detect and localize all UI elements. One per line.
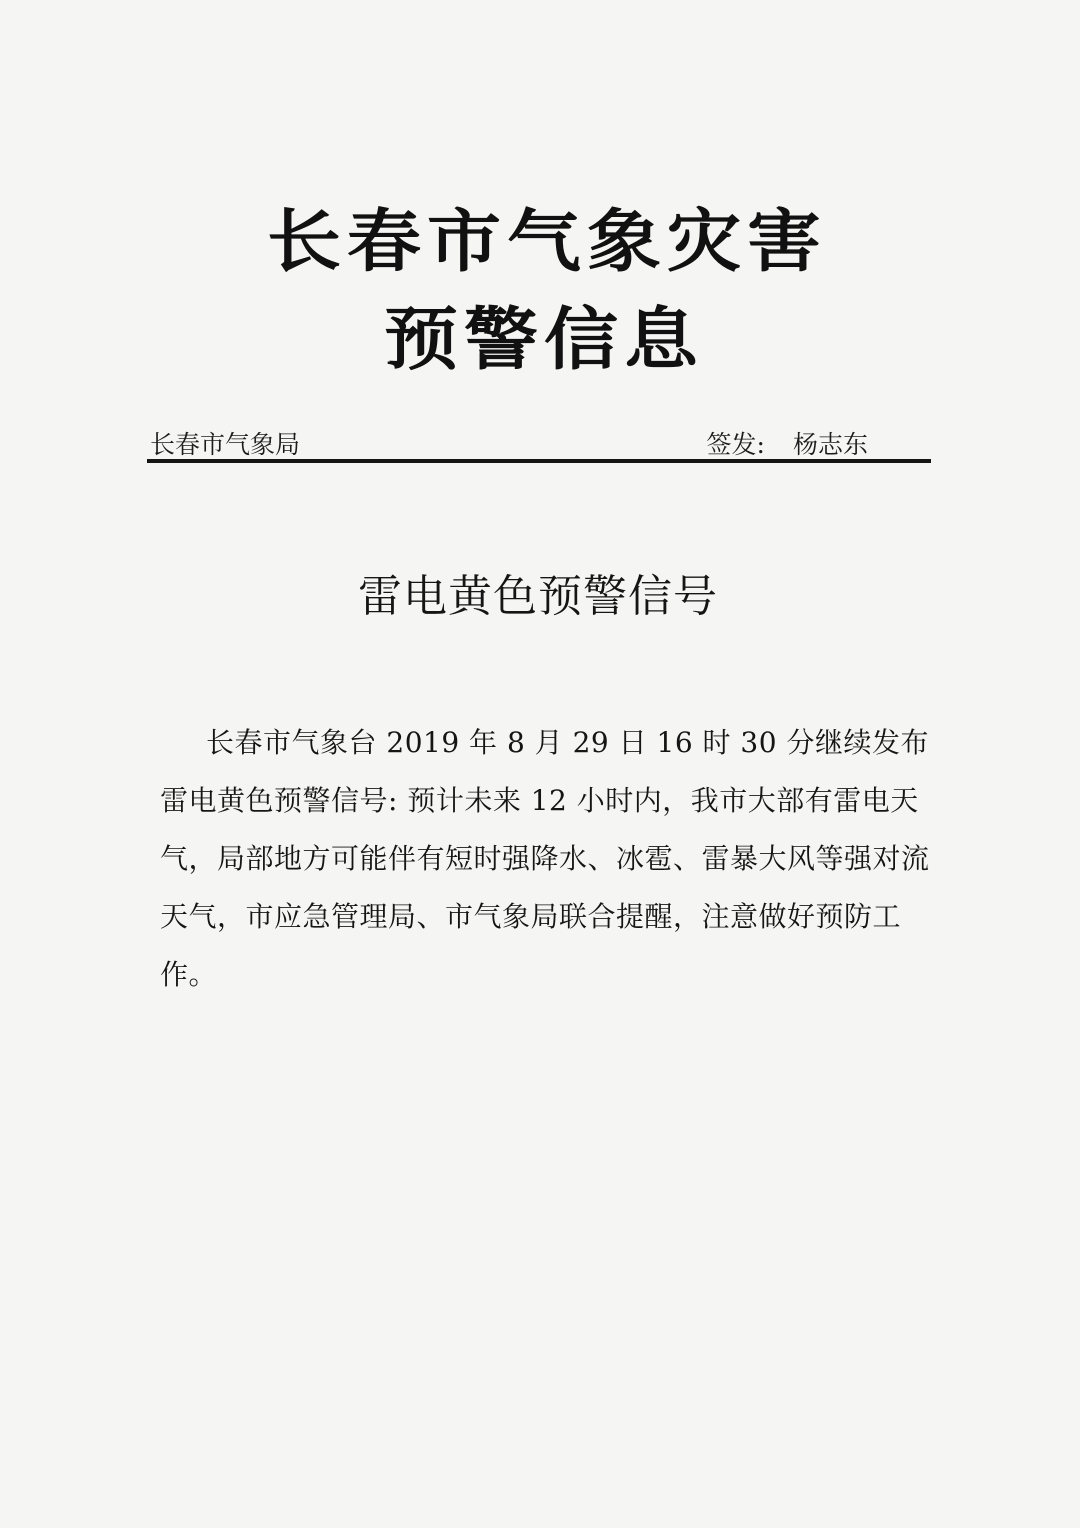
warning-body-text: 长春市气象台 2019 年 8 月 29 日 16 时 30 分继续发布雷电黄色预警信号: 预计未来 12 小时内，我市大部有雷电天气，局部地方可能伴有短时强降水、冰雹、雷暴大风等强对流天气，市应急管理局、市气象局联合提醒，注意做好预防工作。 (160, 726, 930, 991)
signer-label: 签发: (706, 430, 765, 459)
issuer-name: 长春市气象局 (150, 430, 301, 459)
document-title (0, 202, 1080, 380)
title-line-2: 预警信息 (384, 300, 704, 380)
header-divider-line (147, 459, 931, 463)
title-line-1: 长春市气象灾害 (267, 202, 827, 282)
warning-headline: 雷电黄色预警信号 (358, 571, 718, 622)
issuer-signer-row (150, 425, 930, 459)
signer-name: 杨志东 (792, 430, 868, 459)
signer-block (707, 425, 868, 461)
